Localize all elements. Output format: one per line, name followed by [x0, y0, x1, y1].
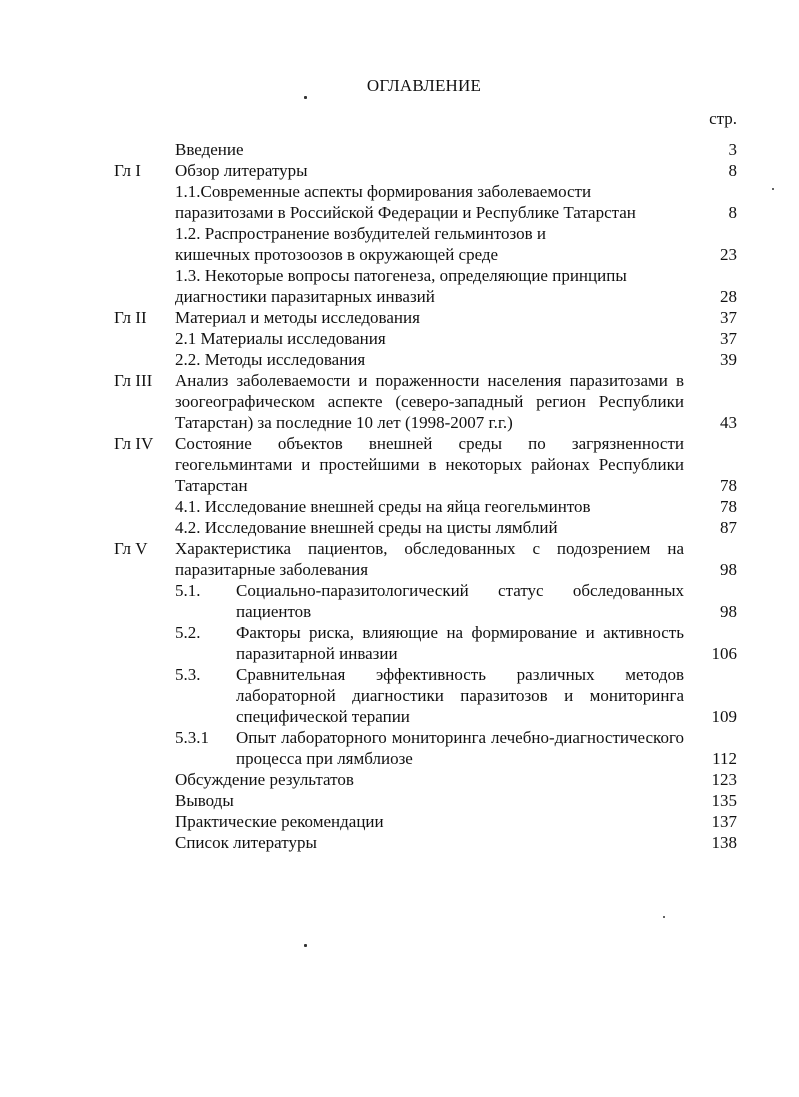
- toc-entry-text: Факторы риска, влияющие на формирование и активность паразитарной инвазии: [236, 623, 684, 663]
- toc-entry-page: 8: [728, 161, 737, 180]
- toc-entry-text: Состояние объектов внешней среды по загрязненности геогельминтами и простейшими в некоторых районах Республики Татарстан: [175, 434, 684, 495]
- toc-section-number: 5.3.1: [175, 728, 209, 747]
- toc-entry-page: 98: [720, 560, 737, 579]
- toc-chapter-label: Гл I: [114, 161, 141, 180]
- toc-entry-text: 4.2. Исследование внешней среды на цисты лямблий: [175, 518, 558, 537]
- toc-entry-text: Практические рекомендации: [175, 812, 384, 831]
- toc-entry-page: 138: [711, 833, 737, 852]
- toc-entry-text: Анализ заболеваемости и пораженности населения паразитозами в зоогеографическом аспекте (северо-западный регион Республики Татарстан) за последние 10 лет (1998-2007 г.г.): [175, 371, 684, 432]
- scan-speck: [663, 916, 665, 918]
- toc-entry-page: 23: [720, 245, 737, 264]
- toc-entry-text: Обсуждение результатов: [175, 770, 354, 789]
- toc-entry-page: 37: [720, 329, 737, 348]
- toc-entry: [0, 496, 799, 517]
- toc-entry-text: Материал и методы исследования: [175, 308, 420, 327]
- page-column-label: стр.: [709, 109, 737, 128]
- toc-entry-text: Введение: [175, 140, 244, 159]
- toc-entry-page: 109: [711, 707, 737, 726]
- toc-entry: [0, 769, 799, 790]
- toc-entry-page: 39: [720, 350, 737, 369]
- toc-entry-text: 2.1 Материалы исследования: [175, 329, 386, 348]
- toc-entry-page: 137: [711, 812, 737, 831]
- toc-entry: [0, 580, 799, 622]
- toc-entry: [0, 790, 799, 811]
- toc-entry: [0, 307, 799, 328]
- toc-entry-page: 112: [712, 749, 737, 768]
- toc-entry: [0, 160, 799, 181]
- toc-entry: [0, 664, 799, 727]
- toc-entry-page: 123: [711, 770, 737, 789]
- toc-entry: [0, 811, 799, 832]
- toc-entry: [0, 223, 799, 265]
- toc-entry-page: 87: [720, 518, 737, 537]
- toc-entry: [0, 265, 799, 307]
- toc-entry: [0, 517, 799, 538]
- toc-entry-text: Характеристика пациентов, обследованных с подозрением на паразитарные заболевания: [175, 539, 684, 579]
- toc-section-number: 5.2.: [175, 623, 201, 642]
- scan-speck: [304, 944, 307, 947]
- toc-entry-page: 43: [720, 413, 737, 432]
- toc-entry: [0, 538, 799, 580]
- toc-chapter-label: Гл III: [114, 371, 153, 390]
- toc-entry-text: Опыт лабораторного мониторинга лечебно-диагностического процесса при лямблиозе: [236, 728, 684, 768]
- toc-entry-text: 4.1. Исследование внешней среды на яйца геогельминтов: [175, 497, 591, 516]
- toc-entry-page: 8: [728, 203, 737, 222]
- toc-entry-text: Список литературы: [175, 833, 317, 852]
- table-of-contents: [0, 139, 799, 853]
- toc-chapter-label: Гл V: [114, 539, 148, 558]
- toc-entry-page: 28: [720, 287, 737, 306]
- toc-entry: [0, 349, 799, 370]
- toc-entry-text: Социально-паразитологический статус обследованных пациентов: [236, 581, 684, 621]
- toc-entry: [0, 328, 799, 349]
- scan-speck: [304, 96, 307, 99]
- toc-entry-text: Выводы: [175, 791, 234, 810]
- toc-entry-text: 1.3. Некоторые вопросы патогенеза, определяющие принципы диагностики паразитарных инвазий: [175, 266, 627, 306]
- toc-entry: [0, 433, 799, 496]
- toc-entry-text: Сравнительная эффективность различных методов лабораторной диагностики паразитозов и мониторинга специфической терапии: [236, 665, 684, 726]
- toc-entry-text: 1.2. Распространение возбудителей гельминтозов и кишечных протозоозов в окружающей среде: [175, 224, 547, 264]
- toc-entry-page: 106: [711, 644, 737, 663]
- toc-chapter-label: Гл II: [114, 308, 147, 327]
- toc-entry-page: 78: [720, 476, 737, 495]
- document-title: ОГЛАВЛЕНИЕ: [366, 76, 482, 95]
- toc-entry-text: Обзор литературы: [175, 161, 308, 180]
- toc-entry: [0, 832, 799, 853]
- toc-chapter-label: Гл IV: [114, 434, 154, 453]
- toc-entry: [0, 139, 799, 160]
- scan-speck: [772, 188, 774, 190]
- toc-entry: [0, 727, 799, 769]
- toc-entry-page: 135: [711, 791, 737, 810]
- toc-entry-page: 78: [720, 497, 737, 516]
- toc-section-number: 5.1.: [175, 581, 201, 600]
- toc-section-number: 5.3.: [175, 665, 201, 684]
- toc-entry-page: 3: [728, 140, 737, 159]
- toc-entry: [0, 622, 799, 664]
- toc-entry: [0, 370, 799, 433]
- toc-entry-text: 2.2. Методы исследования: [175, 350, 366, 369]
- toc-entry-page: 98: [720, 602, 737, 621]
- toc-entry: [0, 181, 799, 223]
- toc-entry-page: 37: [720, 308, 737, 327]
- toc-entry-text: 1.1.Современные аспекты формирования заболеваемости паразитозами в Российской Федерации и Республике Татарстан: [175, 182, 636, 222]
